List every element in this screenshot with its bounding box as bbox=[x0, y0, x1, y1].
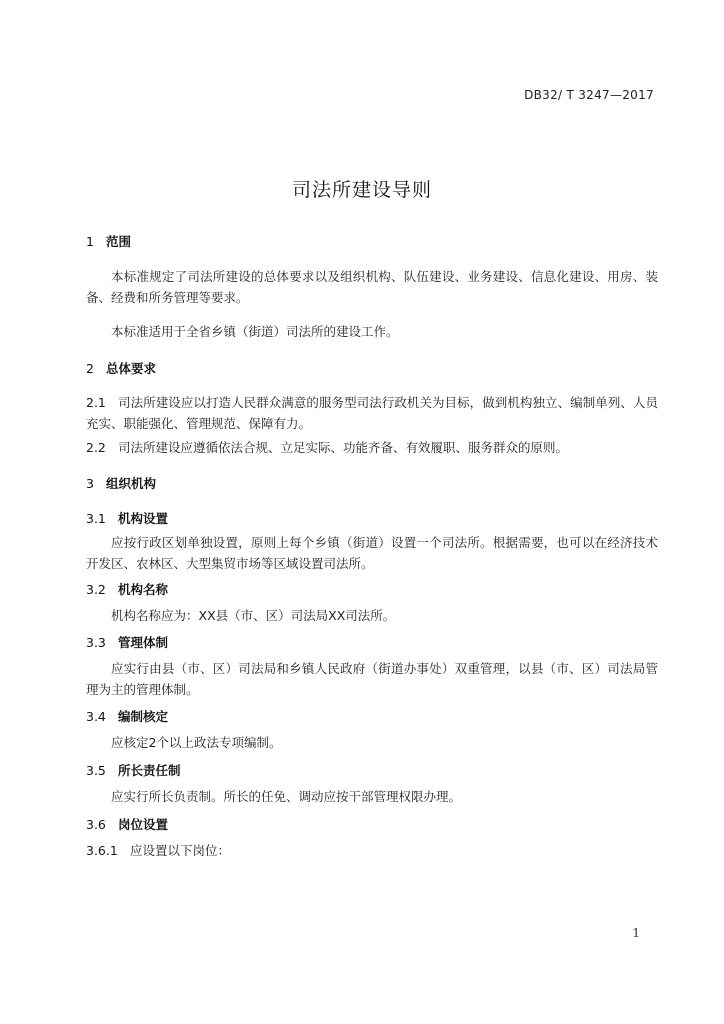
subsection-number: 3.1 bbox=[86, 511, 106, 526]
paragraph: 应按行政区划单独设置，原则上每个乡镇（街道）设置一个司法所。根据需要，也可以在经济技术开发区、农林区、大型集贸市场等区域设置司法所。 bbox=[86, 535, 658, 571]
clause-number: 2.1 bbox=[86, 395, 106, 410]
subsection-title: 机构设置 bbox=[118, 511, 169, 526]
subsection-number: 3.5 bbox=[86, 763, 106, 778]
paragraph: 机构名称应为：XX县（市、区）司法局XX司法所。 bbox=[111, 608, 396, 623]
subsection-heading bbox=[86, 815, 658, 835]
clause-text: 司法所建设应遵循依法合规、立足实际、功能齐备、有效履职、服务群众的原则。 bbox=[118, 440, 569, 455]
subsection-title: 岗位设置 bbox=[118, 817, 169, 832]
subsection-title: 管理体制 bbox=[118, 635, 169, 650]
page-number: 1 bbox=[632, 926, 640, 940]
clause bbox=[86, 392, 658, 434]
subsection-number: 3.3 bbox=[86, 635, 106, 650]
section-number: 3 bbox=[86, 476, 94, 491]
subsection-heading bbox=[86, 761, 658, 781]
paragraph: 应实行由县（市、区）司法局和乡镇人民政府（街道办事处）双重管理，以县（市、区）司法局管理为主的管理体制。 bbox=[86, 661, 658, 697]
document-title: 司法所建设导则 bbox=[291, 179, 432, 201]
paragraph: 应核定2个以上政法专项编制。 bbox=[111, 735, 282, 750]
subsection-heading bbox=[86, 707, 658, 727]
paragraph: 本标准规定了司法所建设的总体要求以及组织机构、队伍建设、业务建设、信息化建设、用房、装备、经费和所务管理等要求。 bbox=[86, 269, 658, 305]
paragraph: 应实行所长负责制。所长的任免、调动应按干部管理权限办理。 bbox=[111, 789, 462, 804]
document-body bbox=[86, 232, 658, 861]
section-heading bbox=[86, 359, 658, 379]
clause bbox=[86, 437, 658, 458]
subsection-title: 编制核定 bbox=[118, 709, 169, 724]
section-heading bbox=[86, 474, 658, 494]
subsection-title: 所长责任制 bbox=[118, 763, 181, 778]
subsection-number: 3.6 bbox=[86, 817, 106, 832]
section-heading bbox=[86, 232, 658, 252]
clause-text: 应设置以下岗位： bbox=[130, 843, 231, 858]
clause-text: 司法所建设应以打造人民群众满意的服务型司法行政机关为目标，做到机构独立、编制单列、人员充实、职能强化、管理规范、保障有力。 bbox=[86, 395, 658, 431]
subsection-number: 3.4 bbox=[86, 709, 106, 724]
section-title: 组织机构 bbox=[106, 476, 157, 491]
subsection-number: 3.2 bbox=[86, 582, 106, 597]
subsection-title: 机构名称 bbox=[118, 582, 169, 597]
section-title: 总体要求 bbox=[106, 361, 157, 376]
section-number: 2 bbox=[86, 361, 94, 376]
clause-number: 3.6.1 bbox=[86, 843, 118, 858]
section-title: 范围 bbox=[106, 234, 132, 249]
paragraph: 本标准适用于全省乡镇（街道）司法所的建设工作。 bbox=[111, 324, 399, 339]
subsection-heading bbox=[86, 580, 658, 600]
section-number: 1 bbox=[86, 234, 94, 249]
subsection-heading bbox=[86, 633, 658, 653]
clause-number: 2.2 bbox=[86, 440, 106, 455]
standard-code: DB32/ T 3247—2017 bbox=[524, 88, 654, 102]
clause bbox=[86, 841, 658, 861]
subsection-heading bbox=[86, 509, 658, 529]
